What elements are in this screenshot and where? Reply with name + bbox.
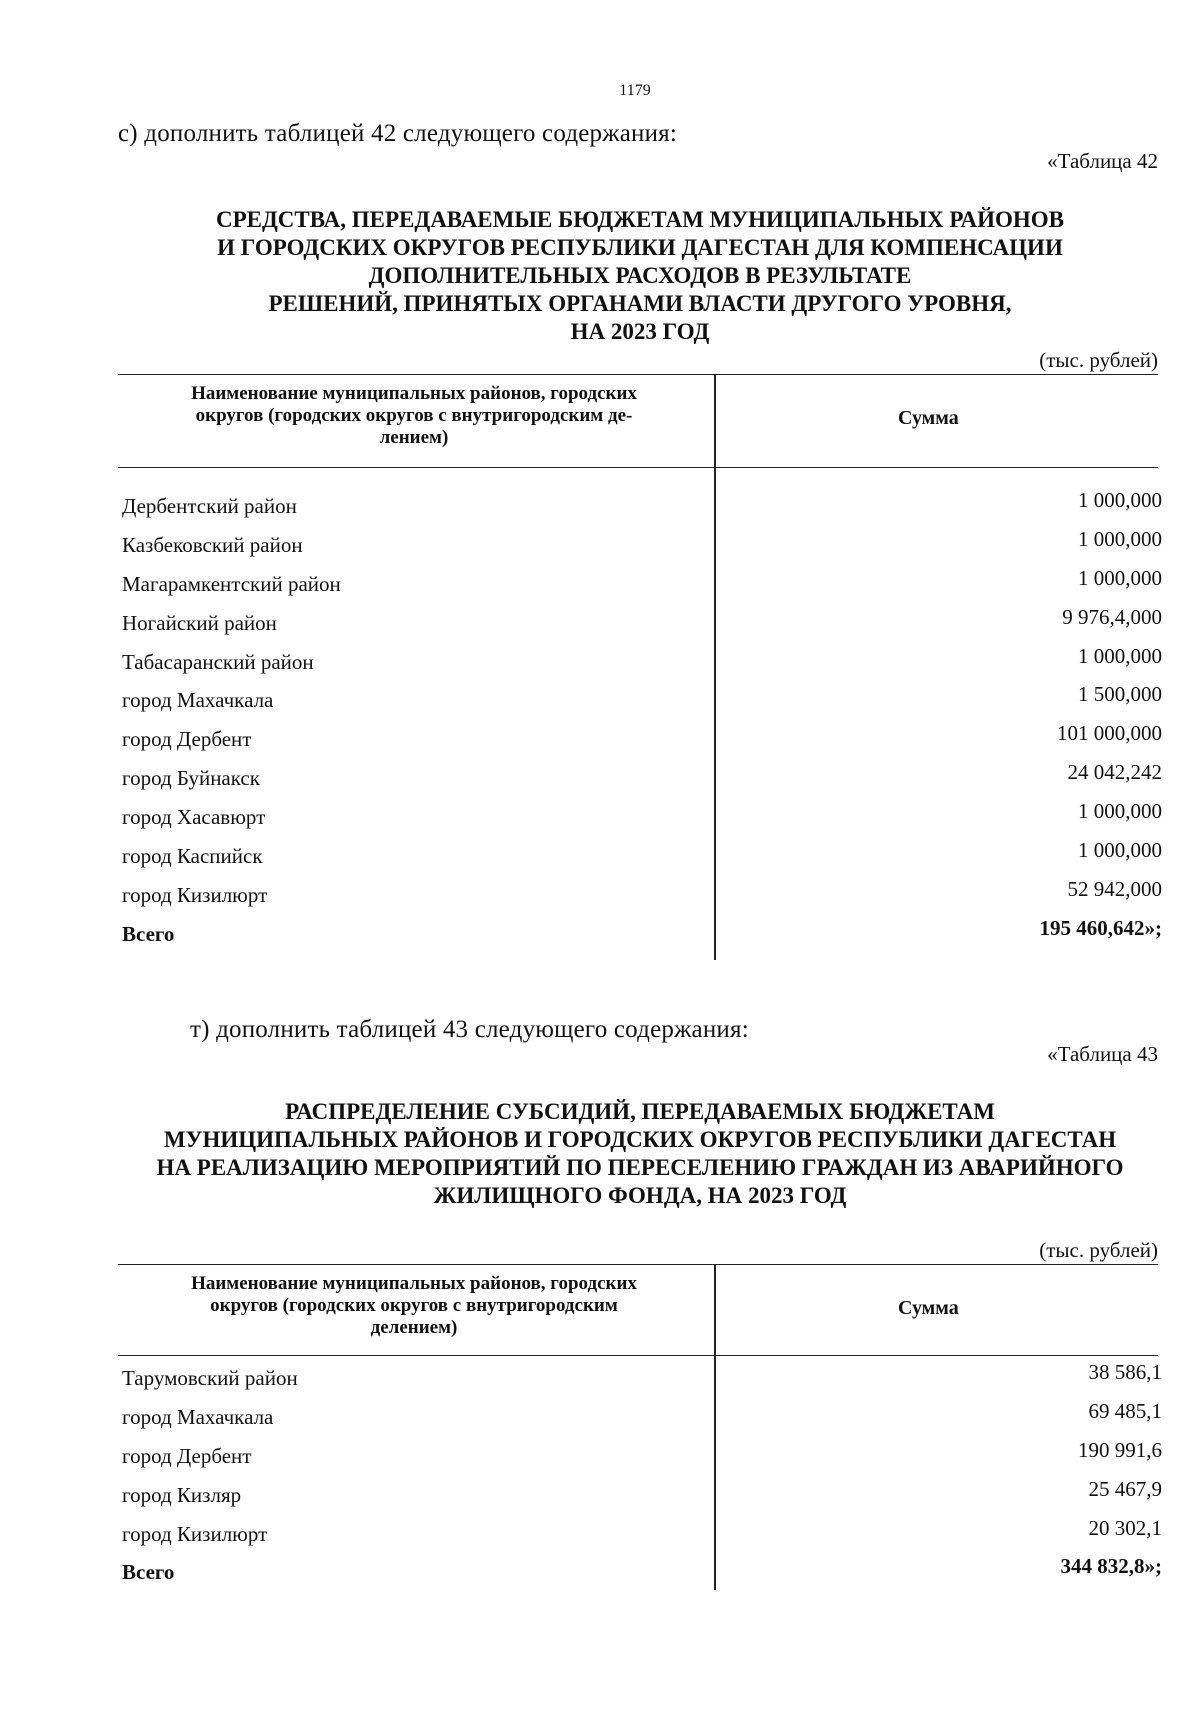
section-t-intro: т) дополнить таблицей 43 следующего содержания:: [190, 1016, 749, 1043]
row-name: город Каспийск: [122, 844, 263, 869]
title-line: МУНИЦИПАЛЬНЫХ РАЙОНОВ И ГОРОДСКИХ ОКРУГОВ РЕСПУБЛИКИ ДАГЕСТАН: [163, 1127, 1117, 1152]
table-row: [118, 834, 1162, 873]
column-header-name: Наименование муниципальных районов, городских округов (городских округов с внутригородским делением): [191, 1273, 637, 1338]
total-label: Всего: [122, 1560, 175, 1585]
row-name: город Дербент: [122, 727, 252, 752]
row-name: Дербентский район: [122, 494, 297, 518]
table-total-row: [118, 1550, 1162, 1589]
total-value: 344 832,8»;: [1060, 1554, 1162, 1579]
table-42-body: [118, 484, 1162, 951]
row-value: 101 000,000: [1057, 721, 1162, 746]
page-number: 1179: [619, 82, 651, 99]
table-42: [118, 374, 1162, 960]
table-row: [118, 795, 1162, 834]
table-row: [118, 640, 1162, 679]
table-row: [118, 601, 1162, 640]
row-value: 24 042,242: [1067, 760, 1162, 785]
title-line: РАСПРЕДЕЛЕНИЕ СУБСИДИЙ, ПЕРЕДАВАЕМЫХ БЮДЖЕТАМ: [285, 1099, 995, 1124]
table-row: [118, 1512, 1162, 1551]
table-row: [118, 1395, 1162, 1434]
row-value: 190 991,6: [1078, 1437, 1162, 1462]
column-header-name: Наименование муниципальных районов, городских округов (городских округов с внутригородским де- лением): [191, 383, 637, 448]
row-name: город Кизляр: [122, 1482, 242, 1507]
row-value: 1 000,000: [1078, 488, 1162, 512]
row-name: город Дербент: [122, 1443, 252, 1468]
table-row: [118, 523, 1162, 562]
row-value: 1 500,000: [1078, 682, 1162, 707]
row-value: 1 000,000: [1078, 838, 1162, 863]
title-line: ДОПОЛНИТЕЛЬНЫХ РАСХОДОВ В РЕЗУЛЬТАТЕ: [368, 263, 912, 288]
table-43-title: [100, 1098, 1180, 1210]
table-row: [118, 873, 1162, 912]
table-total-row: [118, 912, 1162, 951]
title-line: СРЕДСТВА, ПЕРЕДАВАЕМЫЕ БЮДЖЕТАМ МУНИЦИПАЛЬНЫХ РАЙОНОВ: [215, 207, 1065, 232]
table-row: [118, 756, 1162, 795]
table-42-header: [118, 374, 1158, 468]
column-header-sum: Сумма: [898, 1297, 959, 1319]
table-row: [118, 717, 1162, 756]
column-header-sum: Сумма: [898, 407, 959, 429]
row-value: 52 942,000: [1067, 876, 1162, 901]
total-label: Всего: [122, 921, 175, 946]
row-name: Магарамкентский район: [122, 571, 341, 596]
row-name: город Хасавюрт: [122, 805, 266, 830]
row-name: город Кизилюрт: [122, 1521, 268, 1546]
table-43-units: (тыс. рублей): [1039, 1238, 1158, 1262]
row-value: 1 000,000: [1078, 799, 1162, 824]
total-value: 195 460,642»;: [1039, 915, 1162, 940]
title-line: НА 2023 ГОД: [570, 319, 710, 344]
row-value: 69 485,1: [1088, 1398, 1162, 1423]
row-name: Ногайский район: [122, 610, 277, 635]
title-line: НА РЕАЛИЗАЦИЮ МЕРОПРИЯТИЙ ПО ПЕРЕСЕЛЕНИЮ ГРАЖДАН ИЗ АВАРИЙНОГО: [156, 1155, 1124, 1180]
row-value: 25 467,9: [1088, 1476, 1162, 1501]
table-42-units: (тыс. рублей): [1039, 348, 1158, 372]
table-row: [118, 1434, 1162, 1473]
row-name: город Буйнакск: [122, 766, 260, 791]
table-43-header: [118, 1264, 1158, 1356]
row-name: город Кизилюрт: [122, 882, 268, 907]
row-value: 1 000,000: [1078, 565, 1162, 590]
table-row: [118, 1356, 1162, 1395]
section-c-intro: с) дополнить таблицей 42 следующего содержания:: [118, 120, 678, 147]
table-row: [118, 678, 1162, 717]
title-line: РЕШЕНИЙ, ПРИНЯТЫХ ОРГАНАМИ ВЛАСТИ ДРУГОГО УРОВНЯ,: [268, 291, 1012, 316]
row-name: город Махачкала: [122, 688, 274, 713]
row-value: 9 976,4,000: [1062, 604, 1162, 629]
table-42-title: [100, 206, 1180, 346]
table-43-label: «Таблица 43: [1047, 1042, 1158, 1066]
table-row: [118, 484, 1162, 523]
title-line: ЖИЛИЩНОГО ФОНДА, НА 2023 ГОД: [433, 1183, 847, 1208]
table-43: [118, 1264, 1162, 1590]
row-name: город Махачкала: [122, 1404, 274, 1429]
title-line: И ГОРОДСКИХ ОКРУГОВ РЕСПУБЛИКИ ДАГЕСТАН ДЛЯ КОМПЕНСАЦИИ: [217, 235, 1063, 260]
row-name: Тарумовский район: [122, 1366, 298, 1390]
row-name: Казбековский район: [122, 532, 303, 557]
row-value: 20 302,1: [1088, 1515, 1162, 1540]
row-value: 38 586,1: [1088, 1360, 1162, 1384]
table-43-body: [118, 1356, 1162, 1589]
table-row: [118, 1473, 1162, 1512]
table-42-label: «Таблица 42: [1047, 149, 1158, 173]
row-value: 1 000,000: [1078, 643, 1162, 668]
row-value: 1 000,000: [1078, 526, 1162, 551]
table-row: [118, 562, 1162, 601]
row-name: Табасаранский район: [122, 649, 314, 674]
